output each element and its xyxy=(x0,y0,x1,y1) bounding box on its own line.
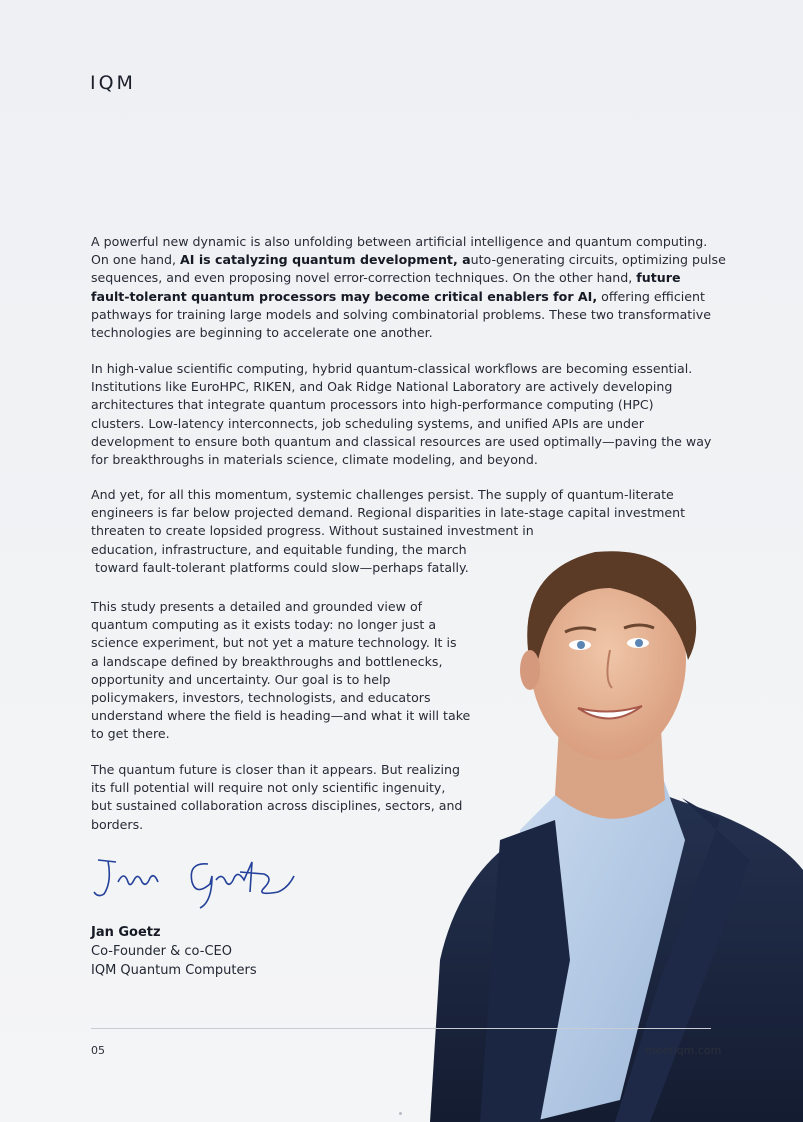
text-line: science experiment, but not yet a mature technology. It is xyxy=(91,635,457,651)
intro-paragraph-4 xyxy=(91,598,471,744)
intro-paragraph-1 xyxy=(91,233,731,342)
ceo-portrait xyxy=(420,540,803,1122)
right-iris xyxy=(635,639,643,647)
bold-phrase: fault-tolerant quantum processors may become critical enablers for AI, xyxy=(91,288,598,304)
signature-block xyxy=(91,923,257,980)
text-line: for breakthroughs in materials science, climate modeling, and beyond. xyxy=(91,452,538,468)
text-line: fault-tolerant quantum processors may become critical enablers for AI, offering efficient xyxy=(91,288,705,304)
ear xyxy=(520,650,540,690)
page-number: 05 xyxy=(91,1044,105,1057)
text-line: technologies are beginning to accelerate one another. xyxy=(91,325,433,341)
text-line: toward fault-tolerant platforms could slow—perhaps fatally. xyxy=(91,559,469,575)
text-line: And yet, for all this momentum, systemic challenges persist. The supply of quantum-literate xyxy=(91,487,674,502)
text-line: a landscape defined by breakthroughs and bottlenecks, xyxy=(91,653,443,669)
left-iris xyxy=(577,641,585,649)
text-line: to get there. xyxy=(91,726,170,742)
text-line: On one hand, AI is catalyzing quantum development, auto-generating circuits, optimizing pulse xyxy=(91,252,726,268)
text-line: education, infrastructure, and equitable funding, the march xyxy=(91,541,467,557)
text-line: development to ensure both quantum and classical resources are used optimally—paving the way xyxy=(91,433,712,449)
text-line: policymakers, investors, technologists, and educators xyxy=(91,690,431,706)
text-line: sequences, and even proposing novel error-correction techniques. On the other hand, future xyxy=(91,270,681,286)
bold-phrase: future xyxy=(636,270,681,286)
intro-paragraph-2 xyxy=(91,360,731,469)
text-line: A powerful new dynamic is also unfolding between artificial intelligence and quantum computing. xyxy=(91,234,708,249)
text-line: This study presents a detailed and grounded view of xyxy=(91,599,423,614)
text-line: architectures that integrate quantum processors into high-performance computing (HPC) xyxy=(91,397,654,413)
signatory-name: Jan Goetz xyxy=(91,925,161,940)
text-line: engineers is far below projected demand. Regional disparities in late-stage capital investment xyxy=(91,505,686,521)
text-line: quantum computing as it exists today: no longer just a xyxy=(91,617,437,633)
text-line: but sustained collaboration across disciplines, sectors, and xyxy=(91,798,463,814)
signatory-title: Co-Founder & co-CEO xyxy=(91,944,232,959)
text-line: Institutions like EuroHPC, RIKEN, and Oak Ridge National Laboratory are actively developing xyxy=(91,379,673,395)
intro-paragraph-5 xyxy=(91,761,471,834)
footer-divider xyxy=(91,1028,711,1029)
text-line: The quantum future is closer than it appears. But realizing xyxy=(91,762,460,777)
text-line: opportunity and uncertainty. Our goal is to help xyxy=(91,671,391,687)
footer-url[interactable]: meetiqm.com xyxy=(645,1044,722,1057)
text-line: borders. xyxy=(91,816,144,832)
handwritten-signature xyxy=(88,852,308,912)
text-line: In high-value scientific computing, hybrid quantum-classical workflows are becoming essential. xyxy=(91,361,693,376)
iqm-logo: IQM xyxy=(90,72,136,94)
text-line: threaten to create lopsided progress. Without sustained investment in xyxy=(91,523,534,539)
text-line: understand where the field is heading—and what it will take xyxy=(91,708,471,724)
bold-phrase: AI is catalyzing quantum development, a xyxy=(180,252,471,268)
page-dot xyxy=(399,1112,402,1115)
text-line: its full potential will require not only scientific ingenuity, xyxy=(91,780,446,796)
signatory-company: IQM Quantum Computers xyxy=(91,963,257,978)
text-line: clusters. Low-latency interconnects, job scheduling systems, and unified APIs are under xyxy=(91,415,644,431)
text-line: pathways for training large models and solving combinatorial problems. These two transformative xyxy=(91,306,711,322)
